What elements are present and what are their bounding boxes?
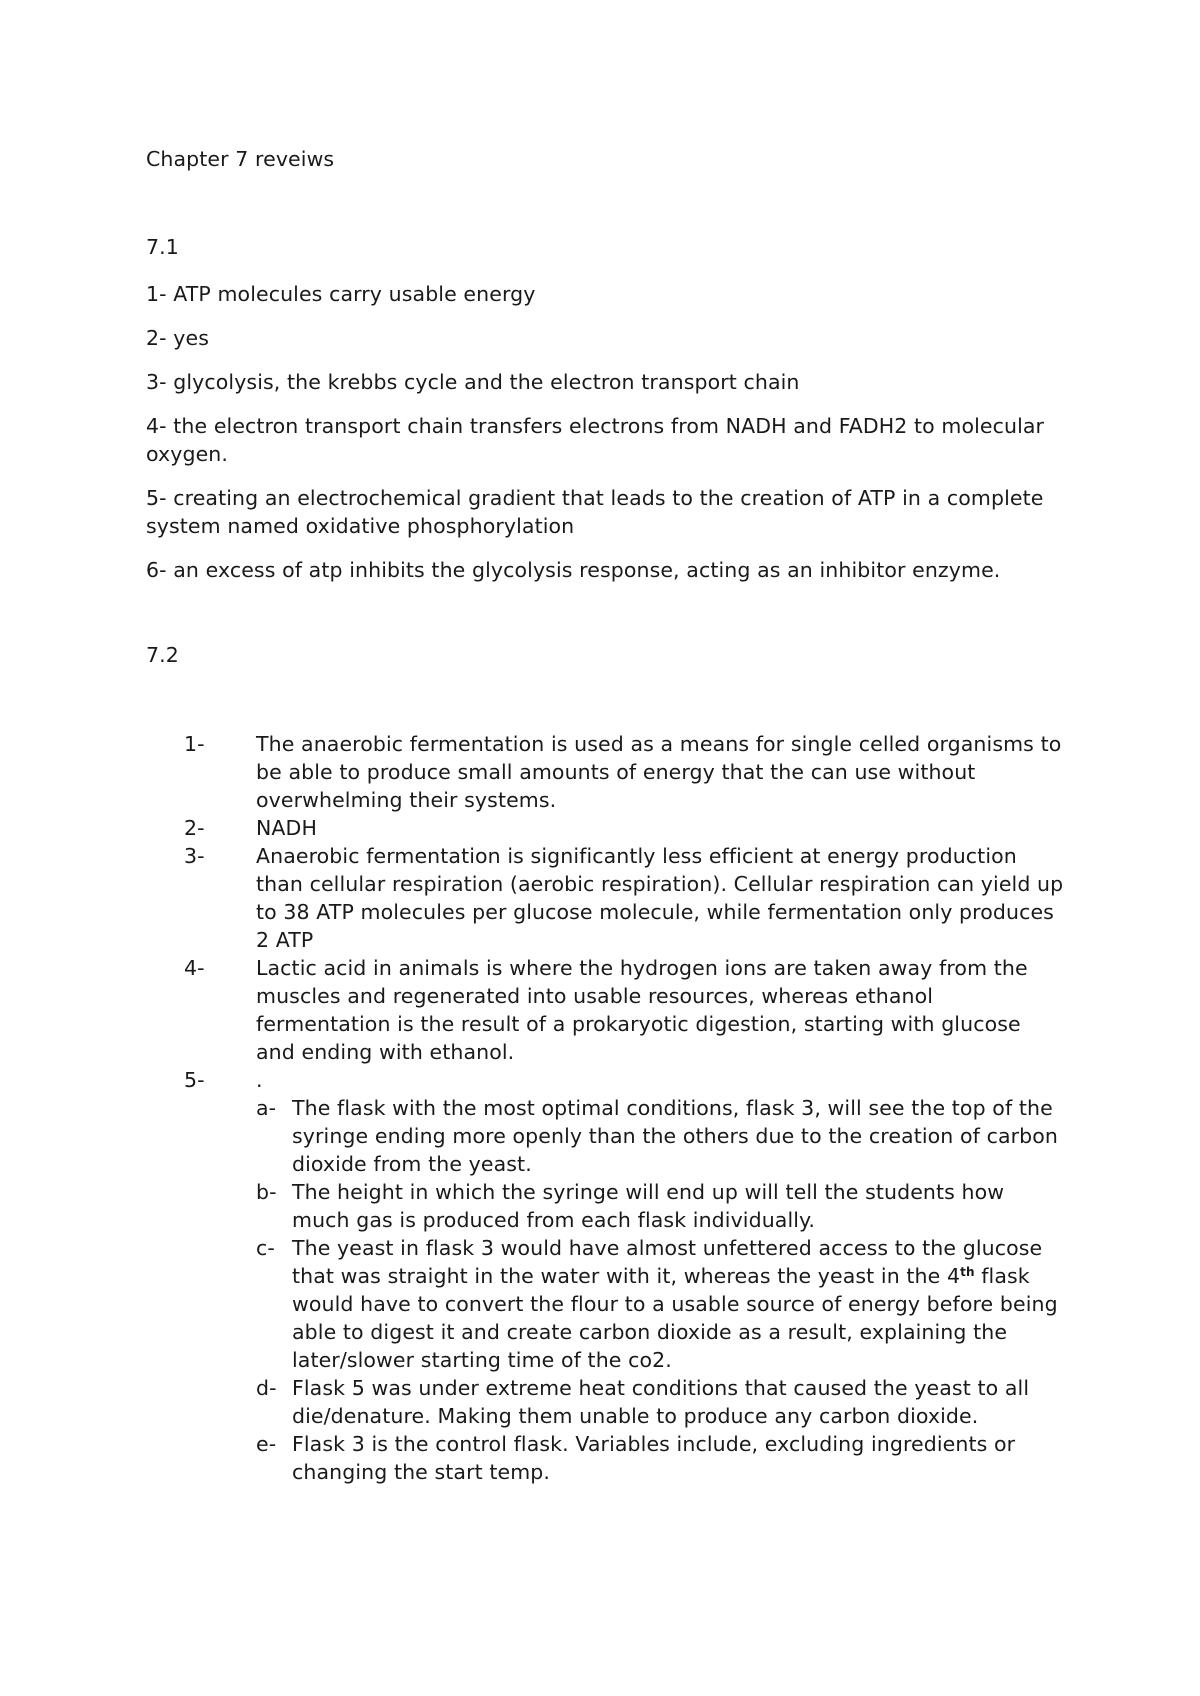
answer-1: 1- ATP molecules carry usable energy — [146, 282, 536, 306]
document-title: Chapter 7 reveiws — [146, 147, 335, 171]
list-item-text: Anaerobic fermentation is significantly less efficient at energy production than cellular respiration (aerobic respiration). Cellular respiration can yield up to 38 ATP molecules per glucose molecule, while fermentation only produces 2 ATP — [256, 844, 1064, 952]
sublist-item-text-before: The yeast in flask 3 would have almost unfettered access to the glucose that was straight in the water with it, whereas the yeast in the 4 — [292, 1236, 1043, 1288]
sublist-item-text: Flask 3 is the control flask. Variables include, excluding ingredients or changing the start temp. — [292, 1432, 1016, 1484]
list-item — [184, 1066, 1066, 1486]
answer-2: 2- yes — [146, 326, 209, 350]
list-item — [184, 842, 1066, 954]
list-item-text: Lactic acid in animals is where the hydrogen ions are taken away from the muscles and regenerated into usable resources, whereas ethanol fermentation is the result of a prokaryotic digestion, starting with glucose and ending with ethanol. — [256, 956, 1028, 1064]
sublist-item — [256, 1430, 1066, 1486]
section-heading-7-1: 7.1 — [146, 235, 179, 259]
answer-6: 6- an excess of atp inhibits the glycolysis response, acting as an inhibitor enzyme. — [146, 558, 1001, 582]
list-marker: 2- — [184, 816, 205, 840]
list-marker: 5- — [184, 1068, 205, 1092]
sublist-marker: a- — [256, 1096, 277, 1120]
sublist-marker: e- — [256, 1432, 277, 1456]
sublist-item-text: The flask with the most optimal conditions, flask 3, will see the top of the syringe ending more openly than the others due to the creation of carbon dioxide from the yeast. — [292, 1096, 1058, 1176]
list-item — [184, 954, 1066, 1066]
sublist-marker: d- — [256, 1376, 277, 1400]
sublist-item — [256, 1178, 1066, 1234]
list-marker: 4- — [184, 956, 205, 980]
list-item-text: The anaerobic fermentation is used as a means for single celled organisms to be able to produce small amounts of energy that the can use without overwhelming their systems. — [256, 732, 1062, 812]
lettered-sublist — [256, 1094, 1066, 1486]
sublist-item-text — [292, 1234, 1066, 1374]
answer-5: 5- creating an electrochemical gradient that leads to the creation of ATP in a complete system named oxidative phosphorylation — [146, 486, 1044, 538]
list-item-text: . — [256, 1068, 263, 1092]
sublist-item-text-after: flask would have to convert the flour to a usable source of energy before being able to digest it and create carbon dioxide as a result, explaining the later/slower starting time of the co2. — [292, 1264, 1058, 1372]
list-marker: 3- — [184, 844, 205, 868]
sublist-marker: c- — [256, 1236, 275, 1260]
sublist-item — [256, 1094, 1066, 1178]
list-item-text: NADH — [256, 816, 317, 840]
sublist-item — [256, 1234, 1066, 1374]
sublist-item-text: The height in which the syringe will end up will tell the students how much gas is produced from each flask individually. — [292, 1180, 1005, 1232]
document-page — [146, 144, 1066, 1486]
sublist-marker: b- — [256, 1180, 277, 1204]
list-item — [184, 814, 1066, 842]
sublist-item — [256, 1374, 1066, 1430]
list-item — [184, 730, 1066, 814]
answer-3: 3- glycolysis, the krebbs cycle and the electron transport chain — [146, 370, 800, 394]
list-marker: 1- — [184, 732, 205, 756]
answer-4: 4- the electron transport chain transfers electrons from NADH and FADH2 to molecular oxygen. — [146, 414, 1045, 466]
numbered-list — [146, 730, 1066, 1486]
sublist-item-text: Flask 5 was under extreme heat conditions that caused the yeast to all die/denature. Making them unable to produce any carbon dioxide. — [292, 1376, 1030, 1428]
section-heading-7-2: 7.2 — [146, 643, 179, 667]
ordinal-superscript: th — [960, 1265, 975, 1279]
